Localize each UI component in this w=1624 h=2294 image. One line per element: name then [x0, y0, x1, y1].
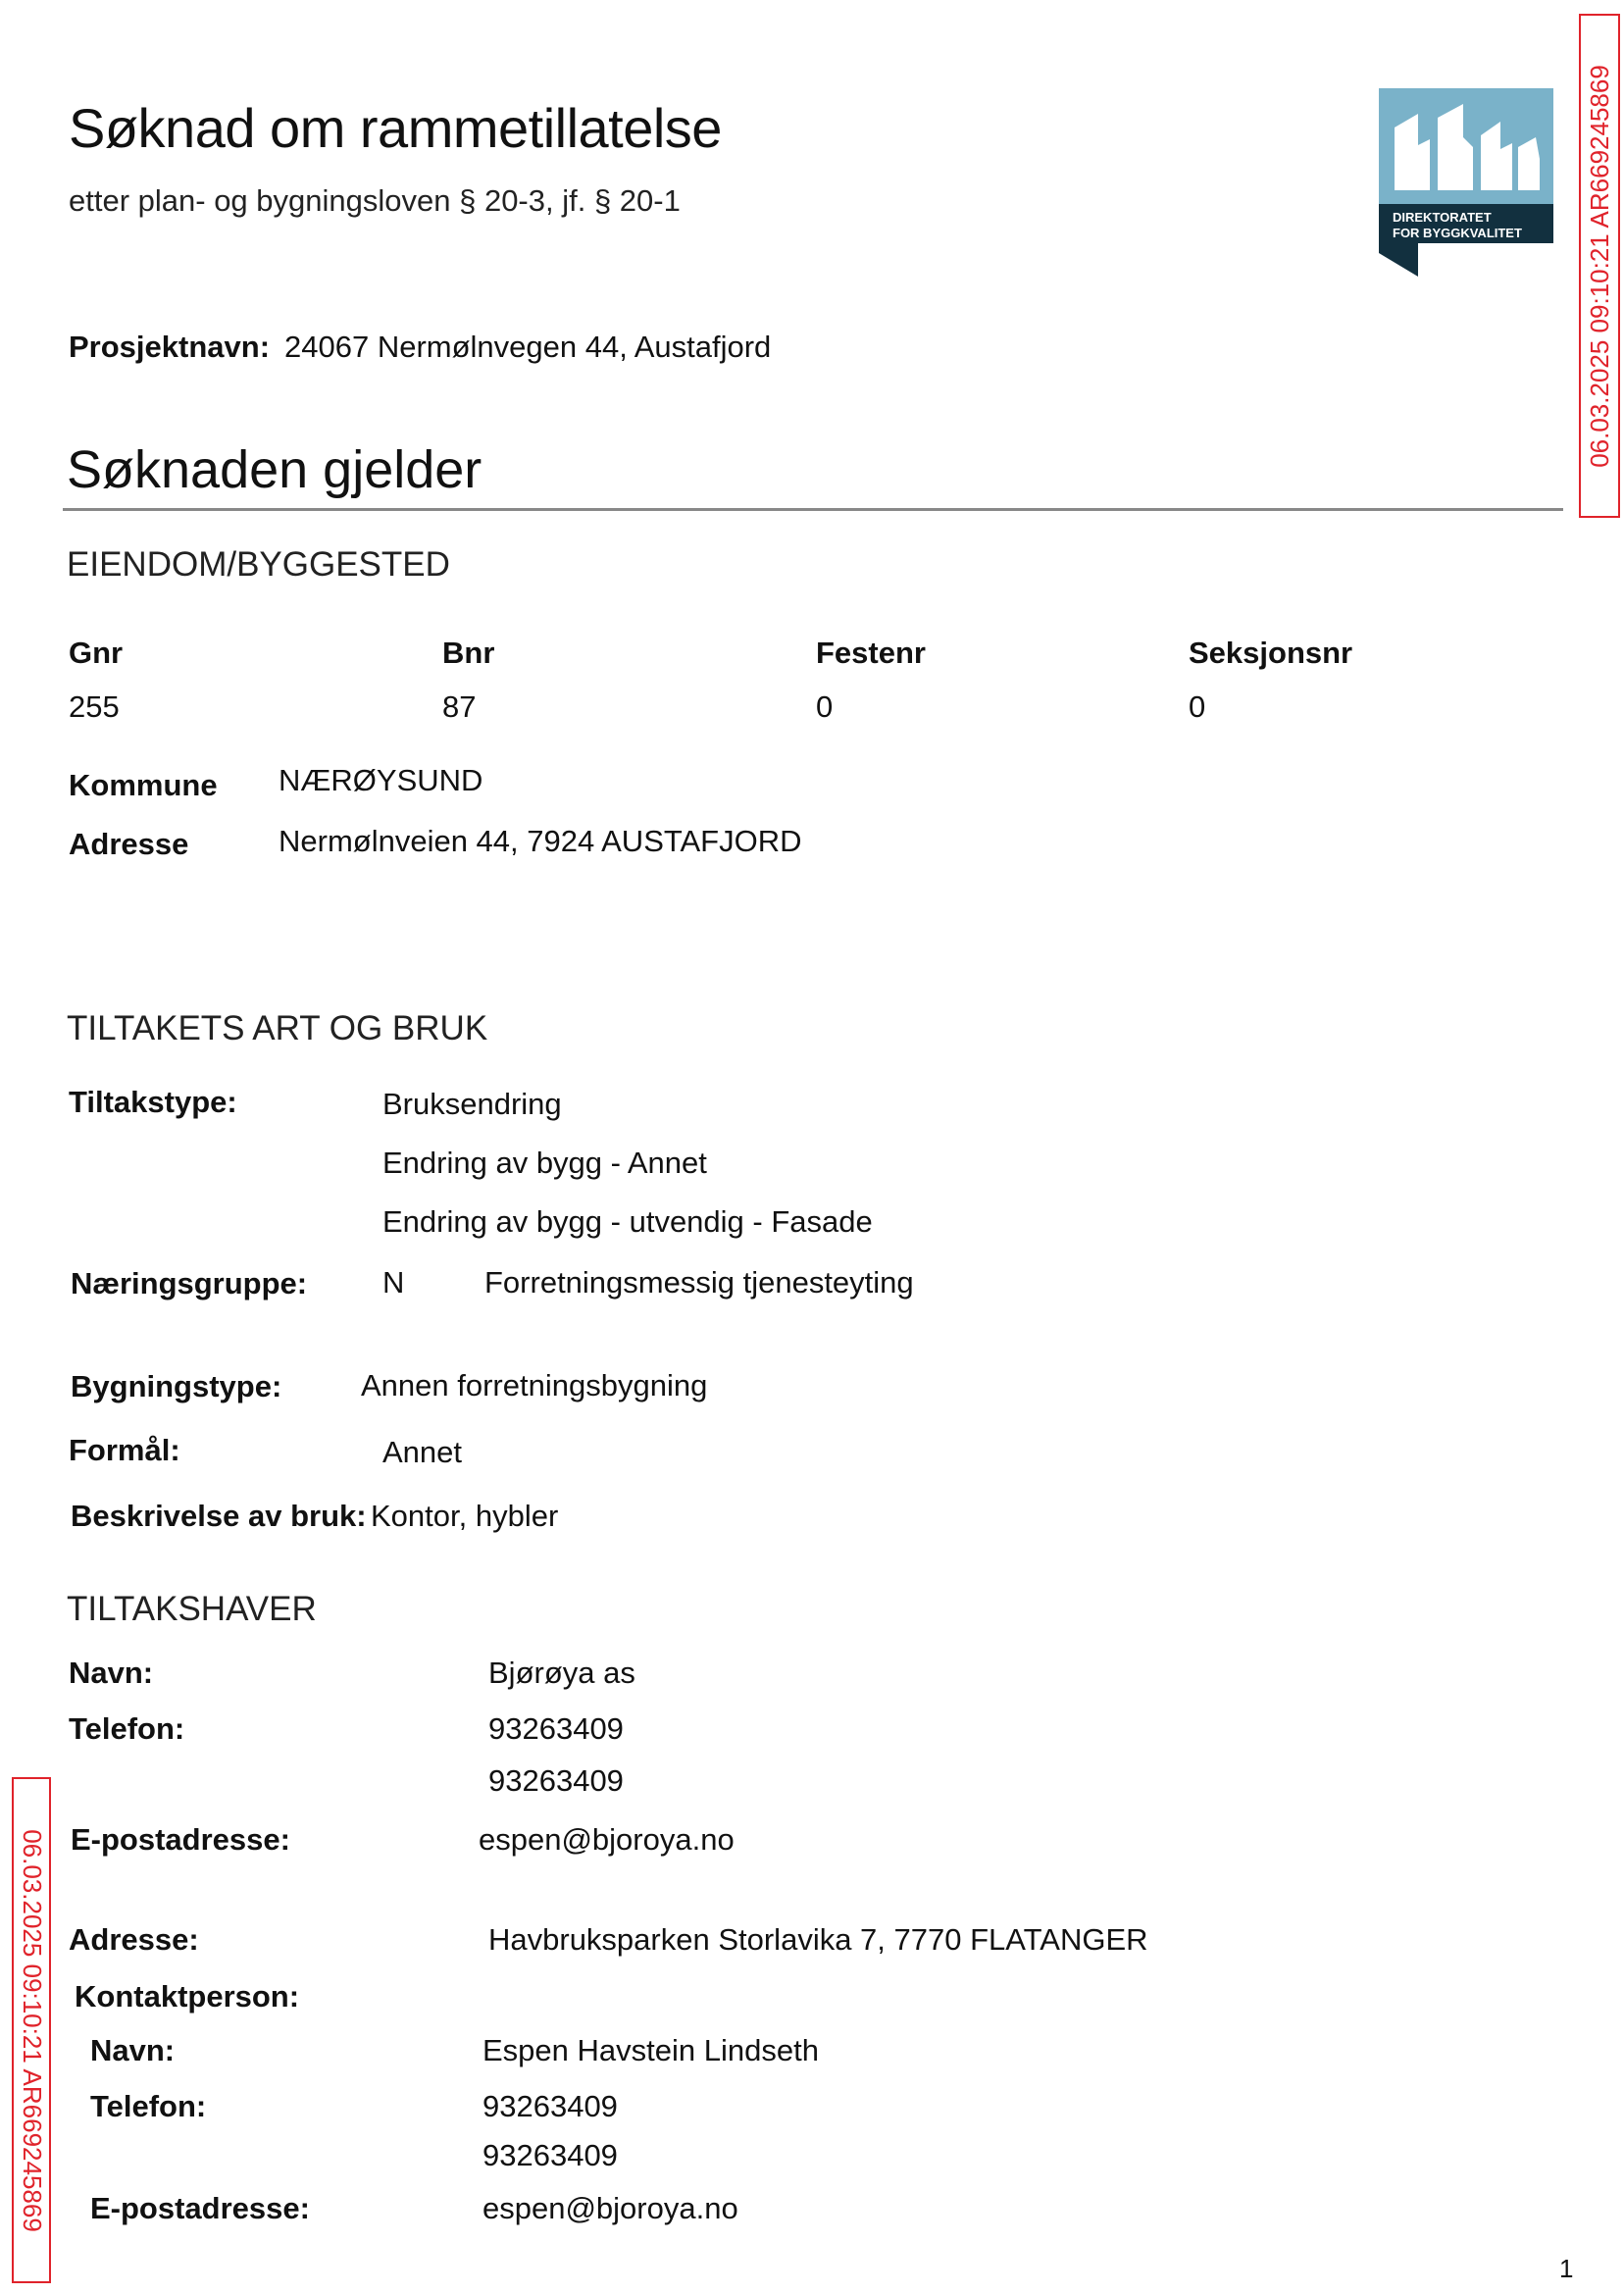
seksjonsnr-value: 0	[1189, 689, 1206, 724]
seksjonsnr-label: Seksjonsnr	[1189, 636, 1353, 670]
project-name-label: Prosjektnavn:	[69, 330, 271, 364]
kommune-label: Kommune	[69, 768, 218, 802]
formal-label: Formål:	[69, 1433, 180, 1467]
adresse-value: Nermølnveien 44, 7924 AUSTAFJORD	[279, 824, 802, 858]
page-number: 1	[1559, 2254, 1574, 2283]
bygningstype-label: Bygningstype:	[71, 1369, 282, 1403]
naeringsgruppe-code: N	[382, 1265, 405, 1300]
logo-text-line-2: FOR BYGGKVALITET	[1393, 226, 1522, 240]
receipt-stamp-text-left: 06.03.2025 09:10:21 AR669245869	[17, 1828, 47, 2232]
tiltakshaver-adresse-label: Adresse:	[69, 1922, 199, 1957]
kontakt-telefon-label: Telefon:	[90, 2089, 207, 2123]
kommune-value: NÆRØYSUND	[279, 763, 483, 797]
tiltakshaver-heading: TILTAKSHAVER	[67, 1590, 317, 1628]
receipt-stamp-text: 06.03.2025 09:10:21 AR669245869	[1584, 64, 1614, 468]
naeringsgruppe-label: Næringsgruppe:	[71, 1266, 308, 1300]
logo-text-line-1: DIREKTORATET	[1393, 210, 1492, 225]
receipt-stamp-right	[1579, 14, 1620, 518]
kontakt-telefon-value-2: 93263409	[482, 2138, 618, 2172]
section-title: Søknaden gjelder	[67, 440, 482, 499]
dibk-logo	[1379, 88, 1553, 277]
gnr-label: Gnr	[69, 636, 124, 670]
tiltak-heading: TILTAKETS ART OG BRUK	[67, 1009, 488, 1047]
kontakt-navn-label: Navn:	[90, 2033, 176, 2067]
tiltakstype-value-3: Endring av bygg - utvendig - Fasade	[382, 1204, 873, 1239]
kontakt-telefon-value-1: 93263409	[482, 2089, 618, 2123]
tiltakshaver-navn-value: Bjørøya as	[488, 1656, 635, 1690]
tiltakshaver-epost-label: E-postadresse:	[71, 1822, 290, 1857]
festenr-value: 0	[816, 689, 834, 724]
tiltakshaver-adresse-value: Havbruksparken Storlavika 7, 7770 FLATANGER	[488, 1922, 1148, 1957]
kontakt-epost-value: espen@bjoroya.no	[482, 2191, 738, 2225]
tiltakstype-label: Tiltakstype:	[69, 1085, 237, 1119]
kontakt-epost-label: E-postadresse:	[90, 2191, 310, 2225]
tiltakshaver-telefon-value-1: 93263409	[488, 1711, 624, 1746]
property-heading: EIENDOM/BYGGESTED	[67, 545, 450, 584]
project-name-value: 24067 Nermølnvegen 44, Austafjord	[284, 330, 772, 364]
tiltakshaver-telefon-value-2: 93263409	[488, 1763, 624, 1798]
page-subtitle: etter plan- og bygningsloven § 20-3, jf. § 20-1	[69, 183, 681, 218]
gnr-value: 255	[69, 689, 120, 724]
tiltakshaver-navn-label: Navn:	[69, 1656, 154, 1690]
receipt-stamp-left	[12, 1777, 51, 2283]
tiltakstype-value-1: Bruksendring	[382, 1087, 562, 1121]
adresse-label: Adresse	[69, 827, 189, 861]
festenr-label: Festenr	[816, 636, 926, 670]
beskrivelse-value: Kontor, hybler	[371, 1499, 559, 1533]
page-title: Søknad om rammetillatelse	[69, 97, 722, 159]
tiltakshaver-epost-value: espen@bjoroya.no	[479, 1822, 735, 1857]
formal-value: Annet	[382, 1435, 463, 1469]
bnr-value: 87	[442, 689, 477, 724]
tiltakshaver-telefon-label: Telefon:	[69, 1711, 185, 1746]
bnr-label: Bnr	[442, 636, 495, 670]
section-divider	[63, 508, 1563, 511]
kontaktperson-label: Kontaktperson:	[75, 1979, 300, 2014]
naeringsgruppe-value: Forretningsmessig tjenesteyting	[484, 1265, 914, 1300]
bygningstype-value: Annen forretningsbygning	[361, 1368, 708, 1402]
beskrivelse-label: Beskrivelse av bruk:	[71, 1499, 367, 1533]
kontakt-navn-value: Espen Havstein Lindseth	[482, 2033, 819, 2067]
tiltakstype-value-2: Endring av bygg - Annet	[382, 1146, 707, 1180]
